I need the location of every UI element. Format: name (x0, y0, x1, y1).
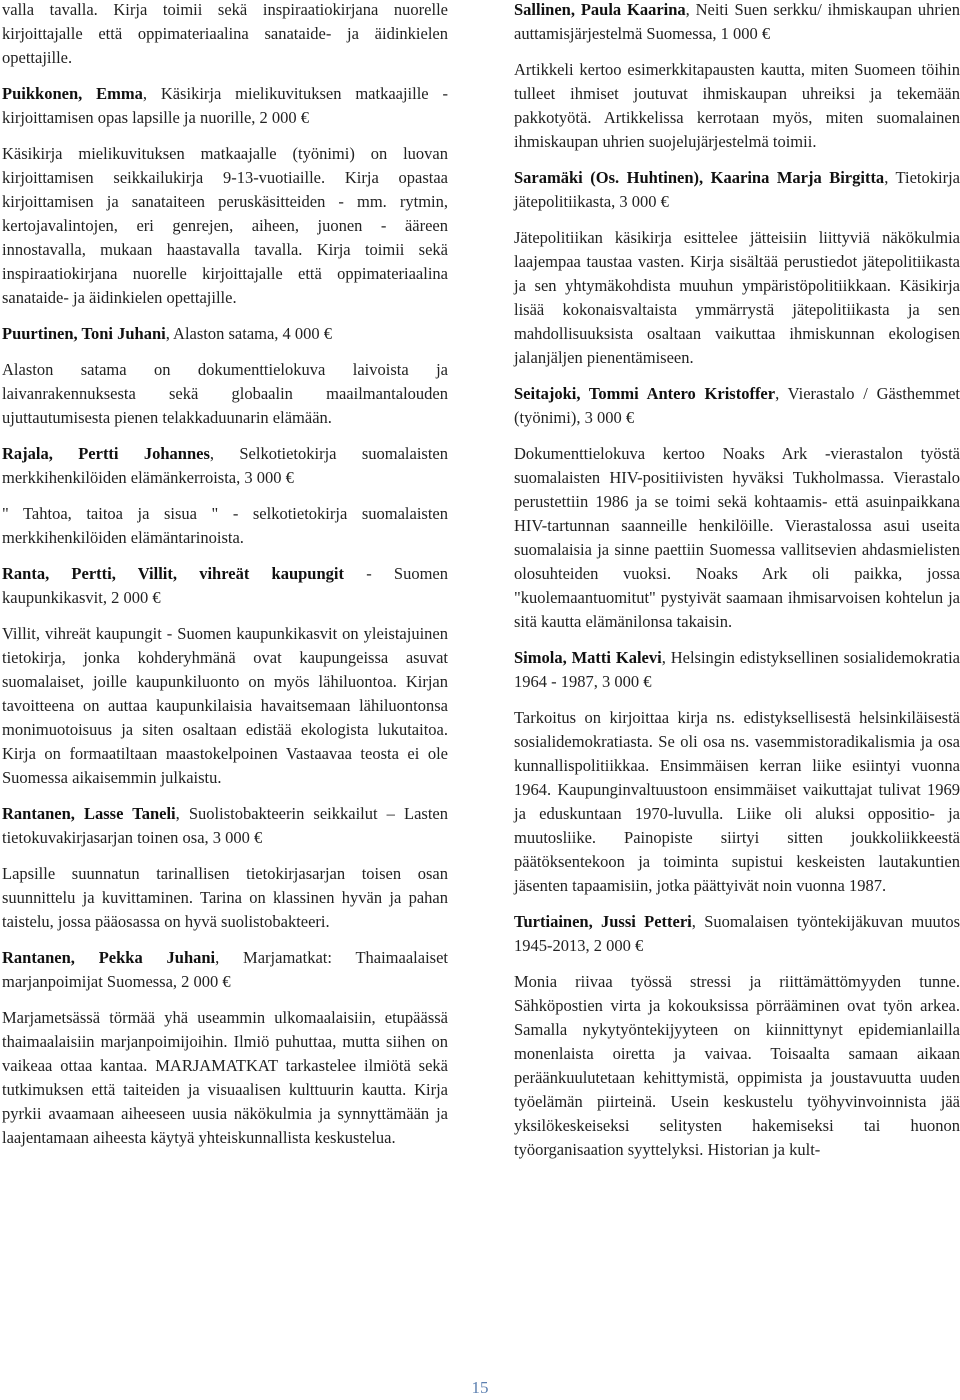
continued-entry (2, 0, 448, 70)
grant-entry (514, 910, 960, 1162)
entry-body: Artikkeli kertoo esimerkkitapausten kautta, miten Suomeen töihin tulleet ihmiset joutuvat ihmiskaupan uhreiksi ja tekemään pakkotyötä. Artikkelissa kerrotaan myös, miten suomalainen ihmiskaupan uhrien suojelujärjestelmä toimii. (514, 60, 960, 151)
entry-heading (514, 0, 960, 46)
entry-heading (514, 166, 960, 214)
project-title: , Suomalaisen työntekijäkuvan muutos 1945-2013, 2 000 € (514, 912, 960, 955)
entry-heading (514, 382, 960, 430)
project-title: , Vierastalo / Gästhemmet (työnimi), 3 000 € (514, 384, 960, 427)
recipient-name: Rantanen, Lasse Taneli (2, 804, 176, 823)
grant-entry (514, 166, 960, 370)
recipient-name: Ranta, Pertti, Villit, vihreät kaupungit (2, 564, 344, 583)
entry-body: Monia riivaa työssä stressi ja riittämättömyyden tunne. Sähköpostien virta ja kokouksissa pörrääminen ovat työn arkea. Samalla nykytyöntekijyyteen on kiinnittynyt epidemianlailla monenlaista oiretta ja vaivaa. Toisaalta samaan aikaan peräänkuulutetaan kehittymistä, oppimista ja joustavuutta uuden työelämän piirteinä. Usein keskustelu työhyvinvoinnista jää yksilökeskeiseksi selitysten hakemiseksi tai huonon työorganisaation syyttelyksi. Historian ja kult- (514, 972, 960, 1159)
grant-entry (2, 322, 448, 430)
entry-body: Jätepolitiikan käsikirja esittelee jätteisiin liittyviä näkökulmia laajempaa taustaa vasten. Kirja sisältää perustiedot jätepolitiikasta ja sen yhtymäkohdista muuhun ympäristöpolitiikkaan. Käsikirja lisää kokonaisvaltaista ymmärrystä jätepolitiikasta ja sen mahdollisuuksista osaltaan vaikuttaa ihmiskunnan ekologisen jalanjäljen pienentämiseen. (514, 228, 960, 367)
entry-body: " Tahtoa, taitoa ja sisua " - selkotietokirja suomalaisten merkkihenkilöiden elämäntarinoista. (2, 504, 448, 547)
entry-heading (2, 562, 448, 610)
left-column (2, 0, 448, 1162)
recipient-name: Simola, Matti Kalevi (514, 648, 662, 667)
entry-body: Marjametsässä törmää yhä useammin ulkomaalaisiin, etupäässä thaimaalaisiin marjanpoimijoihin. Ilmiö puhuttaa, mutta siihen on vaikeaa ottaa kantaa. MARJAMATKAT tarkastelee ilmiötä sekä tutkimuksen että taiteiden ja visuaalisen kulttuurin kautta. Kirja pyrkii avaamaan aiheeseen uusia näkökulmia ja synnyttämään ja laajentamaan aiheesta käytyä yhteiskunnallista keskustelua. (2, 1008, 448, 1147)
project-title: , Marjamatkat: Thaimaalaiset marjanpoimijat Suomessa, 2 000 € (2, 948, 448, 991)
entry-heading (514, 910, 960, 958)
entry-heading (2, 82, 448, 130)
entry-body: Käsikirja mielikuvituksen matkaajalle (työnimi) on luovan kirjoittamisen seikkailukirja 9-13-vuotiaille. Kirja opastaa kirjoittamisen ja sanataiteen peruskäsitteiden - mm. rytmin, kertojavalintojen, eri genrejen, aiheen, juonen - ääreen innostavalla, mukaan haastavalla tavalla. Kirja toimii sekä inspiraatiokirjana nuorelle kirjoittajalle että oppimateriaalina sanataide- ja äidinkielen opettajille. (2, 144, 448, 307)
recipient-name: Seitajoki, Tommi Antero Kristoffer (514, 384, 776, 403)
project-title: , Neiti Suen serkku/ ihmiskaupan uhrien auttamisjärjestelmä Suomessa, 1 000 € (514, 0, 960, 43)
entry-body: Villit, vihreät kaupungit - Suomen kaupunkikasvit on yleistajuinen tietokirja, jonka kohderyhmänä ovat kaupungeissa asuvat suomalaiset, joille kaupunkiluonto on myös lähiluontoa. Kirjan tavoitteena on auttaa kaupunkilaisia havaitsemaan lähiluontonsa monimuotoisuus ja siten osaltaan edistää ekologista lukutaitoa. Kirja on formaatiltaan maastokelpoinen Vastaavaa teosta ei ole Suomessa aikaisemmin julkaistu. (2, 624, 448, 787)
entry-heading (514, 646, 960, 694)
entry-body: Alaston satama on dokumenttielokuva laivoista ja laivanrakennuksesta sekä globaalin maailmantalouden ujuttautumisesta pienen telakkaduunarin elämään. (2, 360, 448, 427)
grant-entry (2, 562, 448, 790)
project-title: , Tietokirja jätepolitiikasta, 3 000 € (514, 168, 960, 211)
entry-heading (2, 442, 448, 490)
entry-body: valla tavalla. Kirja toimii sekä inspiraatiokirjana nuorelle kirjoittajalle että oppimateriaalina sanataide- ja äidinkielen opettajille. (2, 0, 448, 67)
entry-heading (2, 946, 448, 994)
grant-entry (514, 382, 960, 634)
recipient-name: Saramäki (Os. Huhtinen), Kaarina Marja Birgitta (514, 168, 885, 187)
grant-entry (2, 82, 448, 310)
project-title: , Suolistobakteerin seikkailut – Lasten tietokuvakirjasarjan toinen osa, 3 000 € (2, 804, 449, 847)
right-column (514, 0, 960, 1174)
entry-body: Tarkoitus on kirjoittaa kirja ns. edistyksellisestä helsinkiläisestä sosialidemokratiasta. Se oli osa ns. vasemmistoradikalismia ja osa kunnallispolitiikkaa. Ensimmäisen kerran liike esiintyi vuonna 1964. Kaupunginvaltuustoon ensimmäiset vaikuttajat tulivat 1969 ja eduskuntaan 1970-luvulla. Liike oli aluksi oppositio- ja muutosliike. Painopiste siirtyi sitten joukkoliikkeestä päätöksentekoon ja toiminta supistui keskeisten lautakuntien jäsenten tapaamisiin, jotka päättyivät noin vuonna 1987. (514, 708, 960, 895)
entry-heading (2, 802, 448, 850)
grant-entry (2, 442, 448, 550)
recipient-name: Rajala, Pertti Johannes (2, 444, 210, 463)
recipient-name: Rantanen, Pekka Juhani (2, 948, 216, 967)
entry-body: Lapsille suunnatun tarinallisen tietokirjasarjan toisen osan suunnittelu ja kuvittaminen. Tarina on klassinen hyvän ja pahan taistelu, jossa pääosassa on hyvä suolistobakteeri. (2, 864, 448, 931)
project-title: , Helsingin edistyksellinen sosialidemokratia 1964 - 1987, 3 000 € (514, 648, 960, 691)
project-title: , Käsikirja mielikuvituksen matkaajille - kirjoittamisen opas lapsille ja nuorille, 2 000 € (2, 84, 448, 127)
grant-entry (2, 946, 448, 1150)
entry-body: Dokumenttielokuva kertoo Noaks Ark -vierastalon työstä suomalaisten HIV-positiivisten hyväksi Tukholmassa. Vierastalo perustettiin 1986 ja se toimi sekä kohtaamis- että asuinpaikkana HIV-tartunnan saanneille henkilöille. Vierastalossa asui useita suomalaisia ja sinne paettiin Suomessa vallitsevien ahdasmielisten olosuhteiden vuoksi. Noaks Ark oli paikka, jossa "kuolemaantuomitut" pystyivät saamaan ihmisarvoisen kohtelun ja sitä kautta elämänilonsa takaisin. (514, 444, 960, 631)
grant-entry (514, 646, 960, 898)
recipient-name: Sallinen, Paula Kaarina (514, 0, 686, 19)
entry-heading (2, 322, 448, 346)
project-title: , Selkotietokirja suomalaisten merkkihenkilöiden elämänkerroista, 3 000 € (2, 444, 448, 487)
grant-entry (514, 0, 960, 154)
project-title: - Suomen kaupunkikasvit, 2 000 € (2, 564, 448, 607)
recipient-name: Puikkonen, Emma (2, 84, 143, 103)
recipient-name: Puurtinen, Toni Juhani (2, 324, 166, 343)
grant-entry (2, 802, 448, 934)
project-title: , Alaston satama, 4 000 € (165, 324, 333, 343)
recipient-name: Turtiainen, Jussi Petteri (514, 912, 692, 931)
page-number: 15 (471, 1378, 489, 1397)
